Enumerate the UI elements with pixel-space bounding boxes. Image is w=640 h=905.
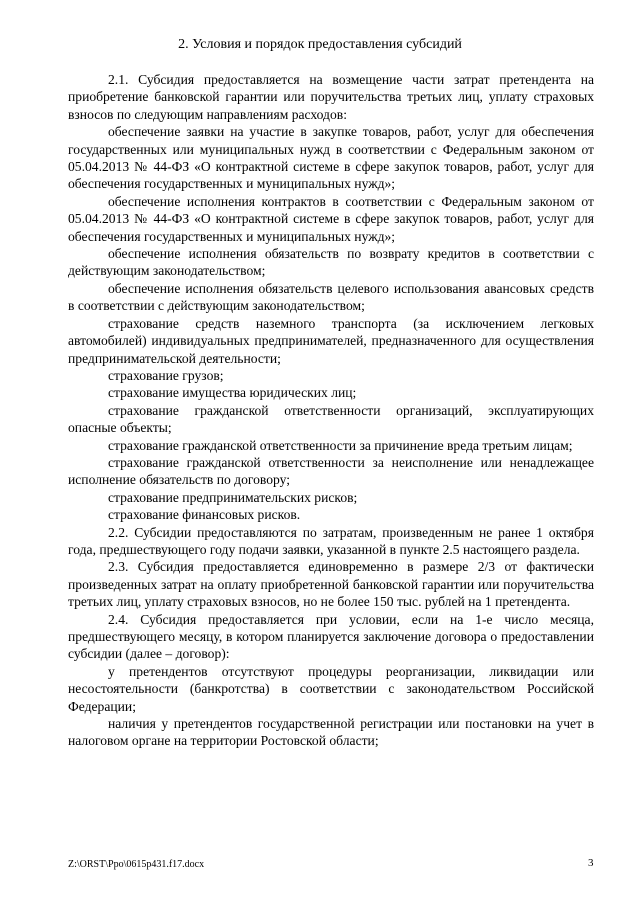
paragraph-item: обеспечение заявки на участие в закупке товаров, работ, услуг для обеспечения государственных или муниципальных нужд в соответствии с Федеральным законом от 05.04.2013 № 44-ФЗ «О контрактной системе в сфере закупок товаров, работ, услуг для обеспечения государственных и муниципальных нужд»; (68, 124, 594, 192)
page-number: 3 (588, 857, 594, 869)
document-body (68, 71, 594, 750)
paragraph-item: обеспечение исполнения контрактов в соответствии с Федеральным законом от 05.04.2013 № 44-ФЗ «О контрактной системе в сфере закупок товаров, работ, услуг для обеспечения государственных и муниципальных нужд»; (68, 193, 594, 244)
paragraph-item: страхование гражданской ответственности за причинение вреда третьим лицам; (108, 437, 573, 453)
paragraph-item: страхование гражданской ответственности за неисполнение или ненадлежащее исполнение обязательств по договору; (68, 454, 594, 488)
paragraph-item: обеспечение исполнения обязательств целевого использования авансовых средств в соответствии с действующим законодательством; (68, 280, 594, 314)
paragraph-item: страхование грузов; (108, 367, 224, 383)
paragraph-item: страхование имущества юридических лиц; (108, 385, 357, 401)
paragraph-item: наличия у претендентов государственной регистрации или постановки на учет в налоговом органе на территории Ростовской области; (68, 716, 594, 749)
paragraph-item: страхование средств наземного транспорта (за исключением легковых автомобилей) индивидуальных предпринимателей, предназначенного для осуществления предпринимательской деятельности; (68, 315, 594, 366)
paragraph-item: страхование предпринимательских рисков; (108, 489, 358, 505)
paragraph-item: у претендентов отсутствуют процедуры реорганизации, ликвидации или несостоятельности (банкротства) в соответствии с законодательством Российской Федерации; (68, 663, 594, 714)
footer-file-path: Z:\ORST\Ppo\0615p431.f17.docx (68, 859, 205, 870)
paragraph-2-4: 2.4. Субсидия предоставляется при условии, если на 1-е число месяца, предшествующего месяцу, в котором планируется заключение договора о предоставлении субсидии (далее – договор): (68, 611, 594, 662)
section-heading: 2. Условия и порядок предоставления субсидий (178, 37, 462, 52)
paragraph-2-1: 2.1. Субсидия предоставляется на возмещение части затрат претендента на приобретение банковской гарантии или поручительства третьих лиц, уплату страховых взносов по следующим направлениям расходов: (68, 72, 594, 122)
paragraph-item: обеспечение исполнения обязательств по возврату кредитов в соответствии с действующим законодательством; (68, 246, 594, 279)
paragraph-2-2: 2.2. Субсидии предоставляются по затратам, произведенным не ранее 1 октября года, предшествующего году подачи заявки, указанной в пункте 2.5 настоящего раздела. (68, 524, 594, 557)
paragraph-item: страхование финансовых рисков. (108, 507, 301, 523)
paragraph-2-3: 2.3. Субсидия предоставляется единовременно в размере 2/3 от фактически произведенных затрат на оплату приобретенной банковской гарантии или поручительства третьих лиц, уплату страховых взносов, но не более 150 тыс. рублей на 1 претендента. (68, 559, 594, 610)
paragraph-item: страхование гражданской ответственности организаций, эксплуатирующих опасные объекты; (68, 402, 594, 436)
